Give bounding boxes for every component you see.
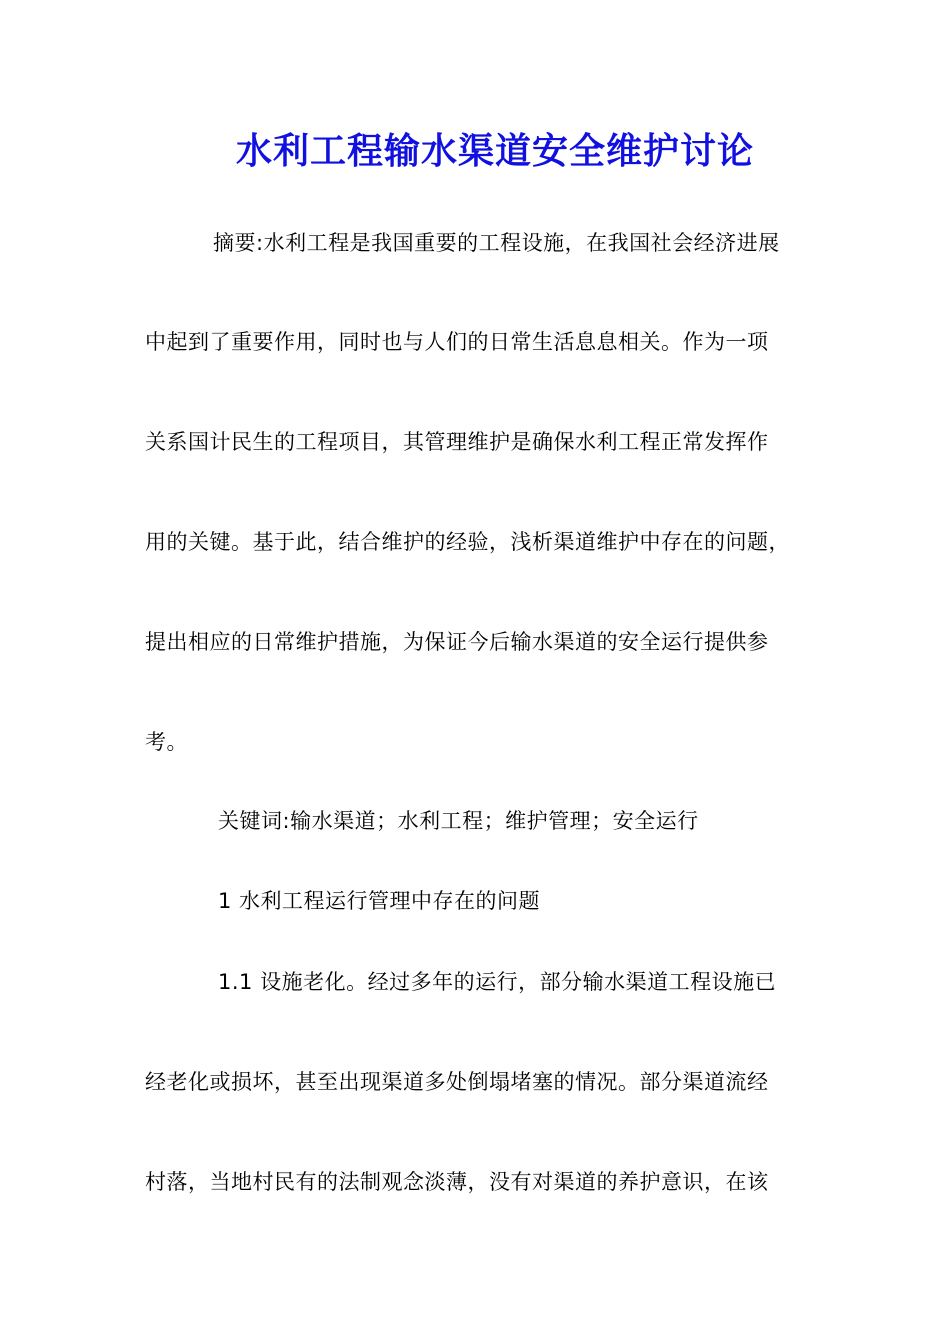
body-line-2: 经老化或损坏，甚至出现渠道多处倒塌堵塞的情况。部分渠道流经 <box>145 1070 769 1094</box>
keywords-line: 关键词:输水渠道；水利工程；维护管理；安全运行 <box>218 809 699 833</box>
abstract-line-6: 考。 <box>145 730 188 754</box>
body-line-3: 村落，当地村民有的法制观念淡薄，没有对渠道的养护意识，在该 <box>145 1170 769 1194</box>
abstract-line-1: 摘要:水利工程是我国重要的工程设施，在我国社会经济进展 <box>213 231 780 255</box>
document-title: 水利工程输水渠道安全维护讨论 <box>235 130 754 172</box>
abstract-line-5: 提出相应的日常维护措施，为保证今后输水渠道的安全运行提供参 <box>145 630 769 654</box>
abstract-line-4: 用的关键。基于此，结合维护的经验，浅析渠道维护中存在的问题， <box>145 530 790 554</box>
body-line-1: 1.1 设施老化。经过多年的运行，部分输水渠道工程设施已 <box>218 970 777 994</box>
abstract-line-2: 中起到了重要作用，同时也与人们的日常生活息息相关。作为一项 <box>145 330 769 354</box>
section-heading-1: 1 水利工程运行管理中存在的问题 <box>218 889 541 913</box>
abstract-line-3: 关系国计民生的工程项目，其管理维护是确保水利工程正常发挥作 <box>145 430 769 454</box>
